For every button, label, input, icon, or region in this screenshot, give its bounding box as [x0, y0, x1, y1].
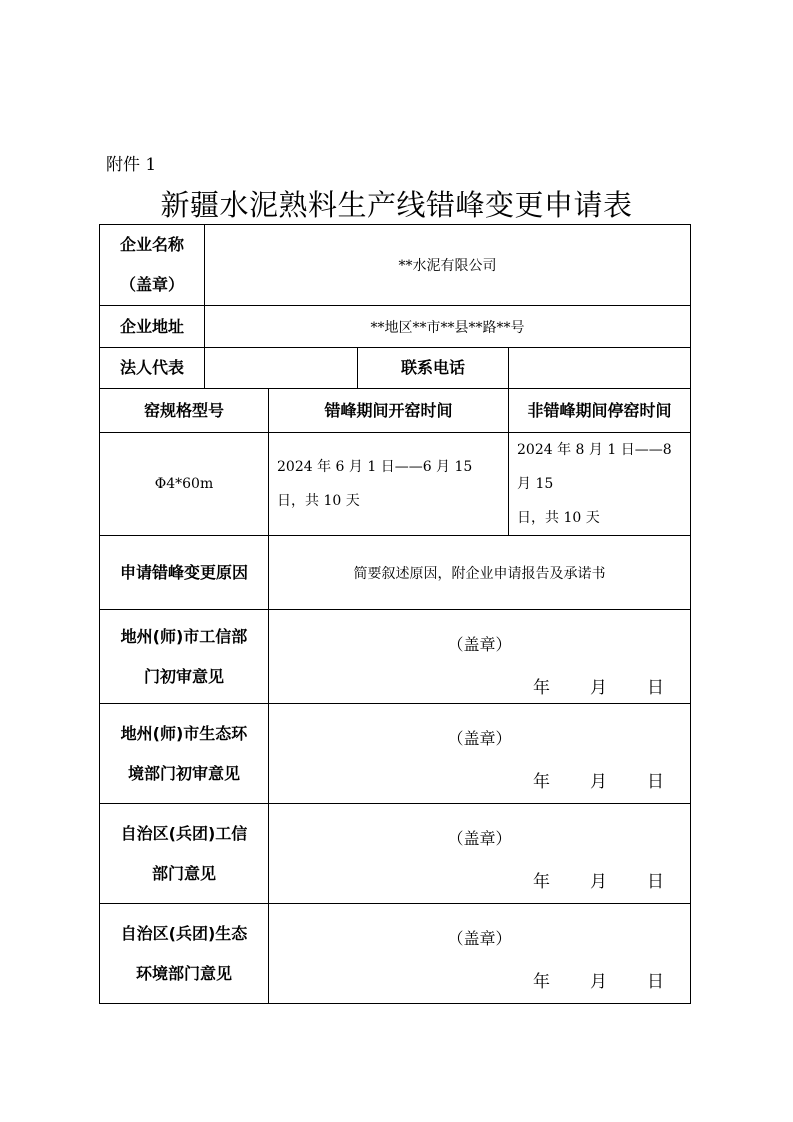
opinion-label — [100, 804, 269, 904]
open-time-field[interactable] — [269, 433, 509, 536]
opinion-field[interactable] — [269, 804, 691, 904]
date-line — [533, 673, 664, 698]
opinion-label-line2: 部门意见 — [151, 863, 216, 883]
phone-field[interactable] — [509, 348, 691, 389]
stop-time-header: 非错峰期间停窑时间 — [509, 389, 691, 433]
opinion-label-line2: 环境部门意见 — [135, 963, 232, 983]
company-name-label-line2: （盖章） — [119, 275, 184, 294]
stop-time-field[interactable] — [509, 433, 691, 536]
year-label: 年 — [533, 872, 550, 892]
company-name-label-line1: 企业名称 — [119, 235, 184, 254]
opinion-field[interactable] — [269, 904, 691, 1004]
date-line — [533, 767, 664, 792]
opinion-label-line2: 境部门初审意见 — [127, 763, 240, 783]
company-name-field[interactable]: **水泥有限公司 — [205, 225, 691, 306]
day-label: 日 — [647, 678, 664, 698]
stop-time-line1: 2024 年 8 月 1 日——8 月 15 — [517, 442, 672, 492]
opinion-field[interactable] — [269, 610, 691, 704]
company-row — [100, 225, 691, 306]
seal-text: （盖章） — [447, 635, 512, 654]
kiln-header-row — [100, 389, 691, 433]
opinion-row — [100, 610, 691, 704]
opinion-label-line1: 地州(师)市生态环 — [120, 723, 248, 743]
opinion-row — [100, 704, 691, 804]
year-label: 年 — [533, 678, 550, 698]
application-form-table — [99, 224, 691, 1004]
seal-text: （盖章） — [447, 929, 512, 948]
date-line — [533, 967, 664, 992]
legal-rep-field[interactable] — [205, 348, 358, 389]
company-address-label: 企业地址 — [100, 306, 205, 348]
month-label: 月 — [590, 972, 607, 992]
seal-text: （盖章） — [447, 729, 512, 748]
reason-label: 申请错峰变更原因 — [100, 536, 269, 610]
opinion-label-line1: 地州(师)市工信部 — [120, 626, 248, 646]
address-row — [100, 306, 691, 348]
opinion-field[interactable] — [269, 704, 691, 804]
opinion-label — [100, 610, 269, 704]
month-label: 月 — [590, 678, 607, 698]
attachment-label: 附件 1 — [106, 155, 157, 175]
reason-field[interactable]: 简要叙述原因，附企业申请报告及承诺书 — [269, 536, 691, 610]
day-label: 日 — [647, 772, 664, 792]
date-line — [533, 867, 664, 892]
opinion-label-line1: 自治区(兵团)工信 — [120, 823, 248, 843]
month-label: 月 — [590, 772, 607, 792]
opinion-label-line1: 自治区(兵团)生态 — [120, 923, 248, 943]
opinion-label — [100, 904, 269, 1004]
year-label: 年 — [533, 972, 550, 992]
company-address-field[interactable]: **地区**市**县**路**号 — [205, 306, 691, 348]
opinion-row — [100, 904, 691, 1004]
phone-label: 联系电话 — [358, 348, 509, 389]
open-time-line1: 2024 年 6 月 1 日——6 月 15 — [277, 459, 473, 475]
company-name-label — [100, 225, 205, 306]
opinion-row — [100, 804, 691, 904]
legal-rep-label: 法人代表 — [100, 348, 205, 389]
opinion-label-line2: 门初审意见 — [143, 666, 224, 686]
kiln-data-row — [100, 433, 691, 536]
legal-rep-row — [100, 348, 691, 389]
kiln-spec-header: 窑规格型号 — [100, 389, 269, 433]
form-title: 新疆水泥熟料生产线错峰变更申请表 — [160, 188, 633, 222]
kiln-spec-field[interactable]: Φ4*60m — [100, 433, 269, 536]
opinion-label — [100, 704, 269, 804]
stop-time-line2: 日，共 10 天 — [517, 510, 600, 526]
year-label: 年 — [533, 772, 550, 792]
day-label: 日 — [647, 872, 664, 892]
day-label: 日 — [647, 972, 664, 992]
open-time-line2: 日，共 10 天 — [277, 493, 360, 509]
open-time-header: 错峰期间开窑时间 — [269, 389, 509, 433]
reason-row — [100, 536, 691, 610]
seal-text: （盖章） — [447, 829, 512, 848]
month-label: 月 — [590, 872, 607, 892]
